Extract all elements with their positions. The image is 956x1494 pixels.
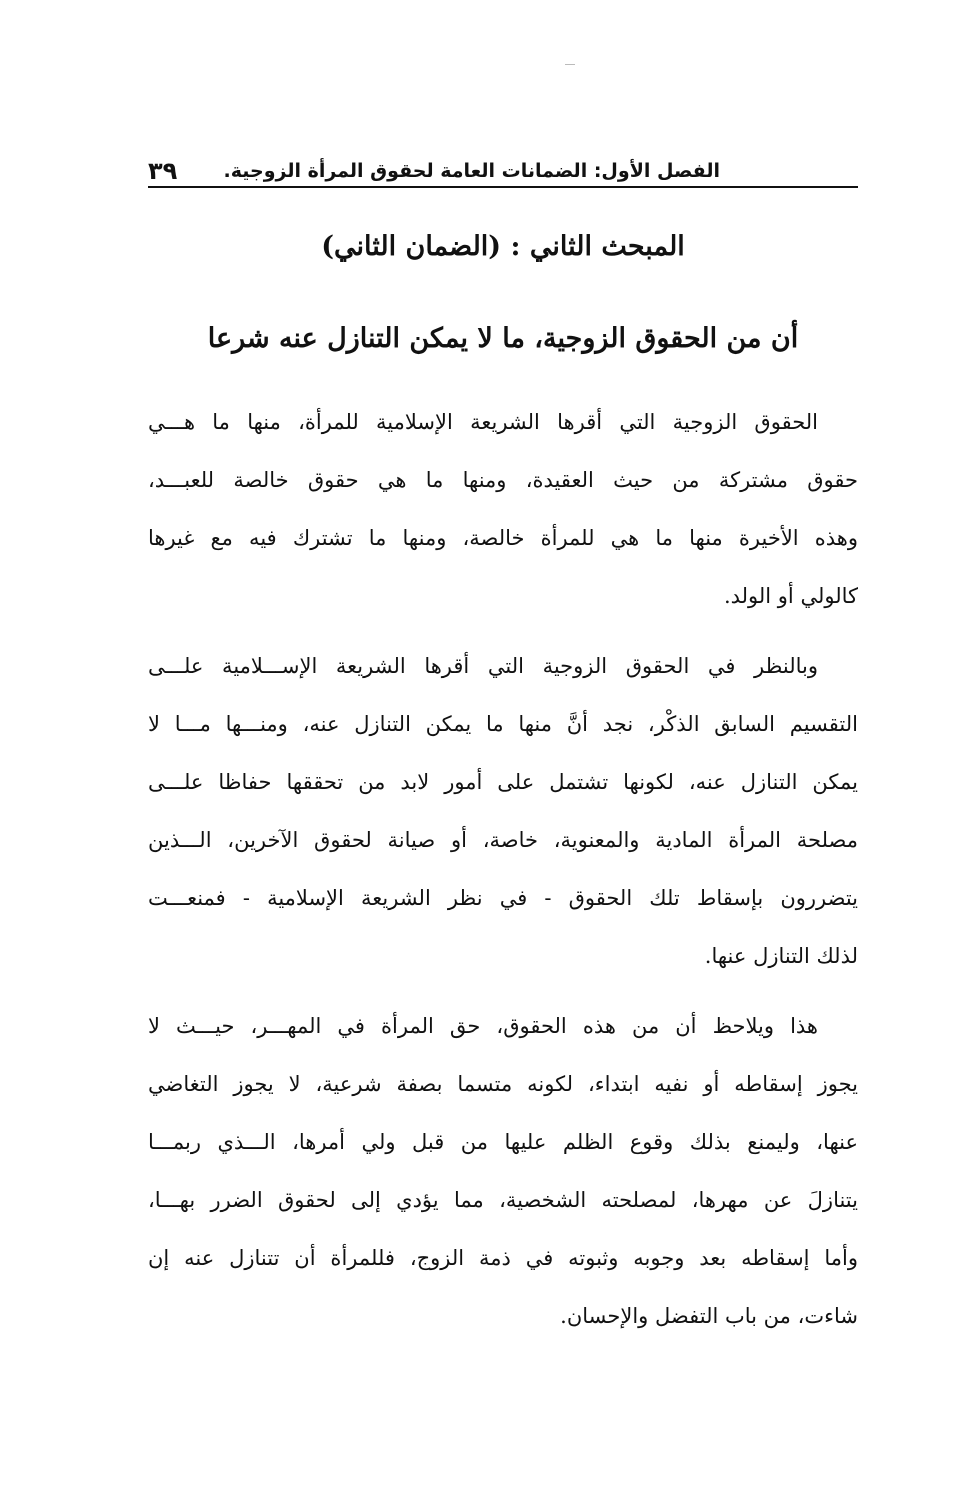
- running-header: [148, 157, 858, 188]
- text-line: مصلحة المرأة المادية والمعنوية، خاصة، أو صيانة لحقوق الآخرين، الـــذين: [148, 828, 858, 852]
- text-line: عنها، وليمنع بذلك وقوع الظلم عليها من قبل ولي أمرها، الـــذي ربمـــا: [148, 1130, 858, 1154]
- section-subheading: أن من الحقوق الزوجية، ما لا يمكن التنازل عنه شرعا: [207, 323, 799, 354]
- text-line: كالولي أو الولد.: [723, 584, 858, 608]
- text-line: يمكن التنازل عنه، لكونها تشتمل على أمور لابد من تحققها حفاظا علـــى: [148, 770, 858, 794]
- paragraph-3: [148, 997, 858, 1345]
- paragraph-2: [148, 637, 858, 985]
- text-line: يجوز إسقاطه أو نفيه ابتداء، لكونه متسما بصفة شرعية، لا يجوز التغاضي: [148, 1072, 858, 1096]
- text-line: لذلك التنازل عنها.: [704, 944, 858, 968]
- body-text: [148, 393, 858, 1357]
- text-line: حقوق مشتركة من حيث العقيدة، ومنها ما هي حقوق خالصة للعبـــد،: [148, 468, 858, 492]
- running-title: الفصل الأول: الضمانات العامة لحقوق المرأة الزوجية.: [223, 160, 720, 182]
- page-number: ٣٩: [148, 157, 178, 185]
- scan-speck: [565, 64, 575, 65]
- text-line: هذا ويلاحظ أن من هذه الحقوق، حق المرأة في المهـــر، حيـــث لا: [148, 1014, 818, 1038]
- section-heading: المبحث الثاني : (الضمان الثاني): [321, 231, 685, 262]
- text-line: الحقوق الزوجية التي أقرها الشريعة الإسلامية للمرأة، منها ما هـــي: [148, 410, 818, 434]
- text-line: التقسيم السابق الذكْر، نجد أنَّ منها ما يمكن التنازل عنه، ومنـــها مـــا لا: [148, 712, 858, 736]
- text-line: يتنازلَ عن مهرها، لمصلحته الشخصية، مما يؤدي إلى لحقوق الضرر بهـــا،: [148, 1188, 858, 1212]
- text-line: وأما إسقاطه بعد وجوبه وثبوته في ذمة الزوج، فللمرأة أن تتنازل عنه إن: [148, 1246, 858, 1270]
- text-line: يتضررون بإسقاط تلك الحقوق - في نظر الشريعة الإسلامية - فمنعـــت: [148, 886, 858, 910]
- text-line: وبالنظر في الحقوق الزوجية التي أقرها الشريعة الإســـلامية علـــى: [148, 654, 818, 678]
- text-line: وهذه الأخيرة منها ما هي للمرأة خالصة، ومنها ما تشترك فيه مع غيرها: [148, 526, 858, 550]
- paragraph-1: [148, 393, 858, 625]
- text-line: شاءت، من باب التفضل والإحسان.: [560, 1304, 858, 1328]
